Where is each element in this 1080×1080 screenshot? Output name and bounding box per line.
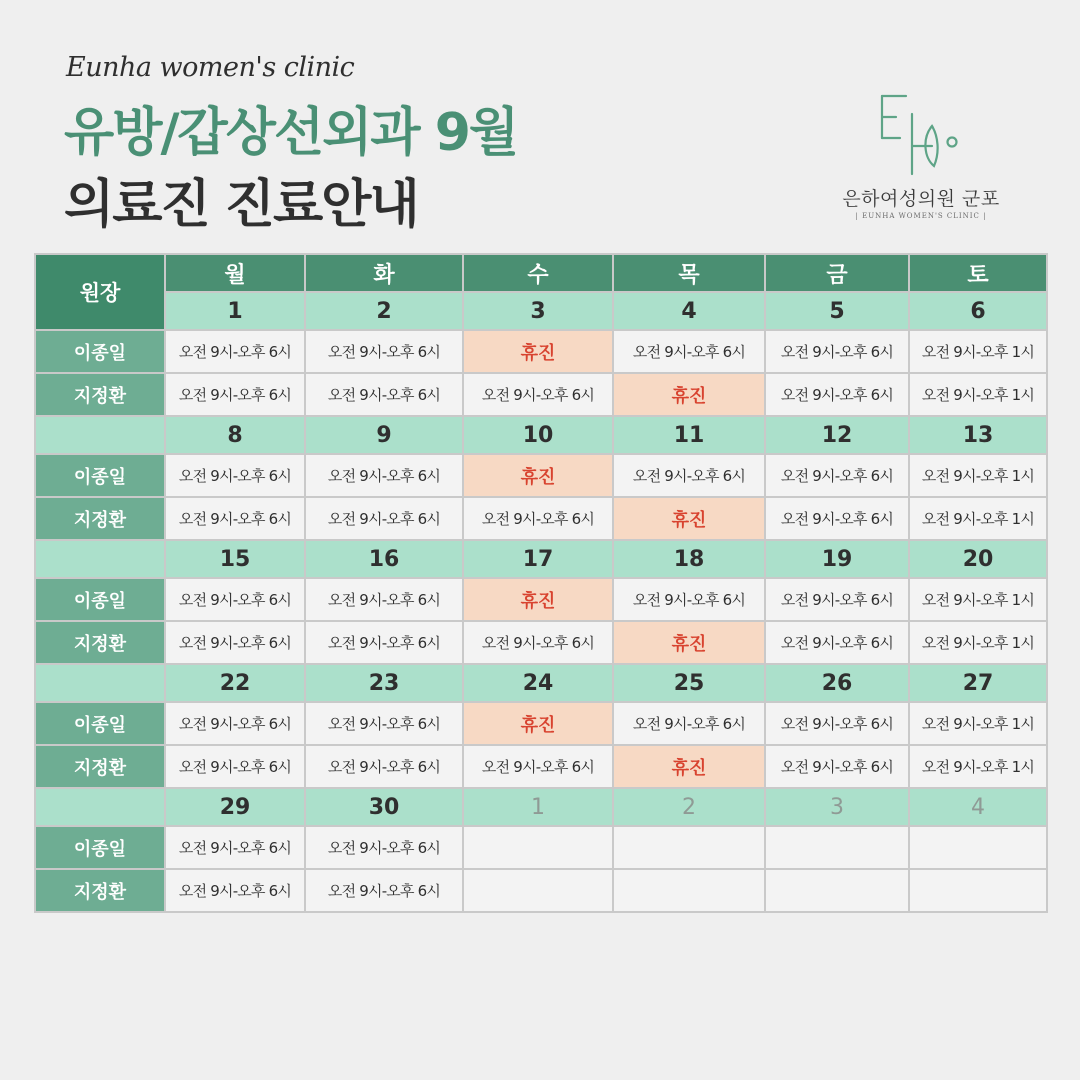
hours-cell: 오전 9시-오후 1시 <box>909 578 1047 621</box>
hours-cell: 오전 9시-오후 6시 <box>305 497 463 540</box>
closed-cell: 휴진 <box>463 578 613 621</box>
empty-cell <box>613 826 765 869</box>
hours-cell: 오전 9시-오후 1시 <box>909 454 1047 497</box>
date-row <box>35 540 1047 578</box>
hours-cell: 오전 9시-오후 6시 <box>765 578 909 621</box>
empty-cell <box>613 869 765 912</box>
date-cell: 8 <box>165 416 305 454</box>
date-cell: 1 <box>165 292 305 330</box>
doctor-row <box>35 869 1047 912</box>
clinic-logo <box>836 92 1006 228</box>
weekday-header: 월 <box>165 254 305 292</box>
doctor-row <box>35 826 1047 869</box>
date-cell: 30 <box>305 788 463 826</box>
doctor-row <box>35 497 1047 540</box>
date-cell: 20 <box>909 540 1047 578</box>
logo-name: 은하여성의원 군포 <box>842 188 1000 210</box>
hours-cell: 오전 9시-오후 6시 <box>765 497 909 540</box>
date-cell: 3 <box>463 292 613 330</box>
hours-cell: 오전 9시-오후 1시 <box>909 497 1047 540</box>
closed-cell: 휴진 <box>613 621 765 664</box>
hours-cell: 오전 9시-오후 6시 <box>165 330 305 373</box>
date-row-spacer <box>35 416 165 454</box>
weekday-header: 토 <box>909 254 1047 292</box>
doctor-name: 지정환 <box>35 497 165 540</box>
hours-cell: 오전 9시-오후 6시 <box>613 330 765 373</box>
closed-cell: 휴진 <box>613 745 765 788</box>
closed-cell: 휴진 <box>613 497 765 540</box>
hours-cell: 오전 9시-오후 6시 <box>305 745 463 788</box>
date-cell: 16 <box>305 540 463 578</box>
hours-cell: 오전 9시-오후 6시 <box>305 578 463 621</box>
page-subtitle: 의료진 진료안내 <box>64 175 418 235</box>
doctor-row <box>35 454 1047 497</box>
logo-subtitle: | EUNHA WOMEN'S CLINIC | <box>855 212 987 220</box>
schedule-table <box>34 253 1048 913</box>
hours-cell: 오전 9시-오후 6시 <box>765 702 909 745</box>
hours-cell: 오전 9시-오후 6시 <box>165 454 305 497</box>
hours-cell: 오전 9시-오후 6시 <box>165 826 305 869</box>
date-row <box>35 788 1047 826</box>
date-cell: 13 <box>909 416 1047 454</box>
hours-cell: 오전 9시-오후 1시 <box>909 373 1047 416</box>
date-cell: 11 <box>613 416 765 454</box>
date-cell: 10 <box>463 416 613 454</box>
hours-cell: 오전 9시-오후 6시 <box>165 702 305 745</box>
date-cell: 12 <box>765 416 909 454</box>
hours-cell: 오전 9시-오후 6시 <box>305 869 463 912</box>
date-row-spacer <box>35 540 165 578</box>
doctor-row <box>35 578 1047 621</box>
doctor-row <box>35 373 1047 416</box>
hours-cell: 오전 9시-오후 6시 <box>305 454 463 497</box>
date-cell: 9 <box>305 416 463 454</box>
hours-cell: 오전 9시-오후 6시 <box>765 330 909 373</box>
hours-cell: 오전 9시-오후 6시 <box>165 578 305 621</box>
date-cell: 6 <box>909 292 1047 330</box>
hours-cell: 오전 9시-오후 6시 <box>765 745 909 788</box>
hours-cell: 오전 9시-오후 6시 <box>765 454 909 497</box>
hours-cell: 오전 9시-오후 6시 <box>613 702 765 745</box>
corner-label: 원장 <box>35 254 165 330</box>
empty-cell <box>765 826 909 869</box>
doctor-name: 이종일 <box>35 702 165 745</box>
date-cell: 27 <box>909 664 1047 702</box>
hours-cell: 오전 9시-오후 6시 <box>305 702 463 745</box>
empty-cell <box>463 826 613 869</box>
closed-cell: 휴진 <box>463 702 613 745</box>
doctor-name: 지정환 <box>35 869 165 912</box>
hours-cell: 오전 9시-오후 1시 <box>909 621 1047 664</box>
date-row <box>35 664 1047 702</box>
doctor-name: 지정환 <box>35 373 165 416</box>
date-cell: 17 <box>463 540 613 578</box>
doctor-row <box>35 702 1047 745</box>
date-cell: 2 <box>613 788 765 826</box>
hours-cell: 오전 9시-오후 6시 <box>305 826 463 869</box>
doctor-name: 이종일 <box>35 454 165 497</box>
weekday-header: 수 <box>463 254 613 292</box>
logo-mark-icon <box>876 92 966 178</box>
hours-cell: 오전 9시-오후 6시 <box>305 373 463 416</box>
hours-cell: 오전 9시-오후 1시 <box>909 745 1047 788</box>
closed-cell: 휴진 <box>613 373 765 416</box>
hours-cell: 오전 9시-오후 6시 <box>463 497 613 540</box>
date-row <box>35 416 1047 454</box>
empty-cell <box>463 869 613 912</box>
date-cell: 15 <box>165 540 305 578</box>
date-cell: 19 <box>765 540 909 578</box>
date-cell: 22 <box>165 664 305 702</box>
doctor-name: 이종일 <box>35 330 165 373</box>
clinic-script-title: Eunha women's clinic <box>66 52 355 83</box>
date-cell: 3 <box>765 788 909 826</box>
doctor-row <box>35 745 1047 788</box>
hours-cell: 오전 9시-오후 6시 <box>165 869 305 912</box>
date-cell: 18 <box>613 540 765 578</box>
empty-cell <box>909 826 1047 869</box>
doctor-name: 지정환 <box>35 621 165 664</box>
hours-cell: 오전 9시-오후 6시 <box>463 745 613 788</box>
empty-cell <box>909 869 1047 912</box>
date-cell: 4 <box>909 788 1047 826</box>
hours-cell: 오전 9시-오후 1시 <box>909 702 1047 745</box>
hours-cell: 오전 9시-오후 6시 <box>165 373 305 416</box>
date-row <box>35 292 1047 330</box>
closed-cell: 휴진 <box>463 454 613 497</box>
hours-cell: 오전 9시-오후 6시 <box>613 454 765 497</box>
doctor-row <box>35 621 1047 664</box>
hours-cell: 오전 9시-오후 6시 <box>305 621 463 664</box>
date-cell: 4 <box>613 292 765 330</box>
date-cell: 1 <box>463 788 613 826</box>
doctor-row <box>35 330 1047 373</box>
hours-cell: 오전 9시-오후 6시 <box>765 621 909 664</box>
hours-cell: 오전 9시-오후 6시 <box>613 578 765 621</box>
closed-cell: 휴진 <box>463 330 613 373</box>
hours-cell: 오전 9시-오후 6시 <box>165 745 305 788</box>
date-cell: 24 <box>463 664 613 702</box>
hours-cell: 오전 9시-오후 6시 <box>463 621 613 664</box>
date-cell: 26 <box>765 664 909 702</box>
date-row-spacer <box>35 664 165 702</box>
weekday-header-row <box>35 254 1047 292</box>
hours-cell: 오전 9시-오후 6시 <box>463 373 613 416</box>
date-cell: 5 <box>765 292 909 330</box>
doctor-name: 지정환 <box>35 745 165 788</box>
doctor-name: 이종일 <box>35 826 165 869</box>
empty-cell <box>765 869 909 912</box>
weekday-header: 화 <box>305 254 463 292</box>
weekday-header: 목 <box>613 254 765 292</box>
weekday-header: 금 <box>765 254 909 292</box>
date-cell: 29 <box>165 788 305 826</box>
date-cell: 2 <box>305 292 463 330</box>
date-cell: 25 <box>613 664 765 702</box>
hours-cell: 오전 9시-오후 6시 <box>765 373 909 416</box>
hours-cell: 오전 9시-오후 1시 <box>909 330 1047 373</box>
doctor-name: 이종일 <box>35 578 165 621</box>
hours-cell: 오전 9시-오후 6시 <box>305 330 463 373</box>
date-row-spacer <box>35 788 165 826</box>
hours-cell: 오전 9시-오후 6시 <box>165 497 305 540</box>
date-cell: 23 <box>305 664 463 702</box>
page-title: 유방/갑상선외과 9월 <box>64 103 518 163</box>
hours-cell: 오전 9시-오후 6시 <box>165 621 305 664</box>
